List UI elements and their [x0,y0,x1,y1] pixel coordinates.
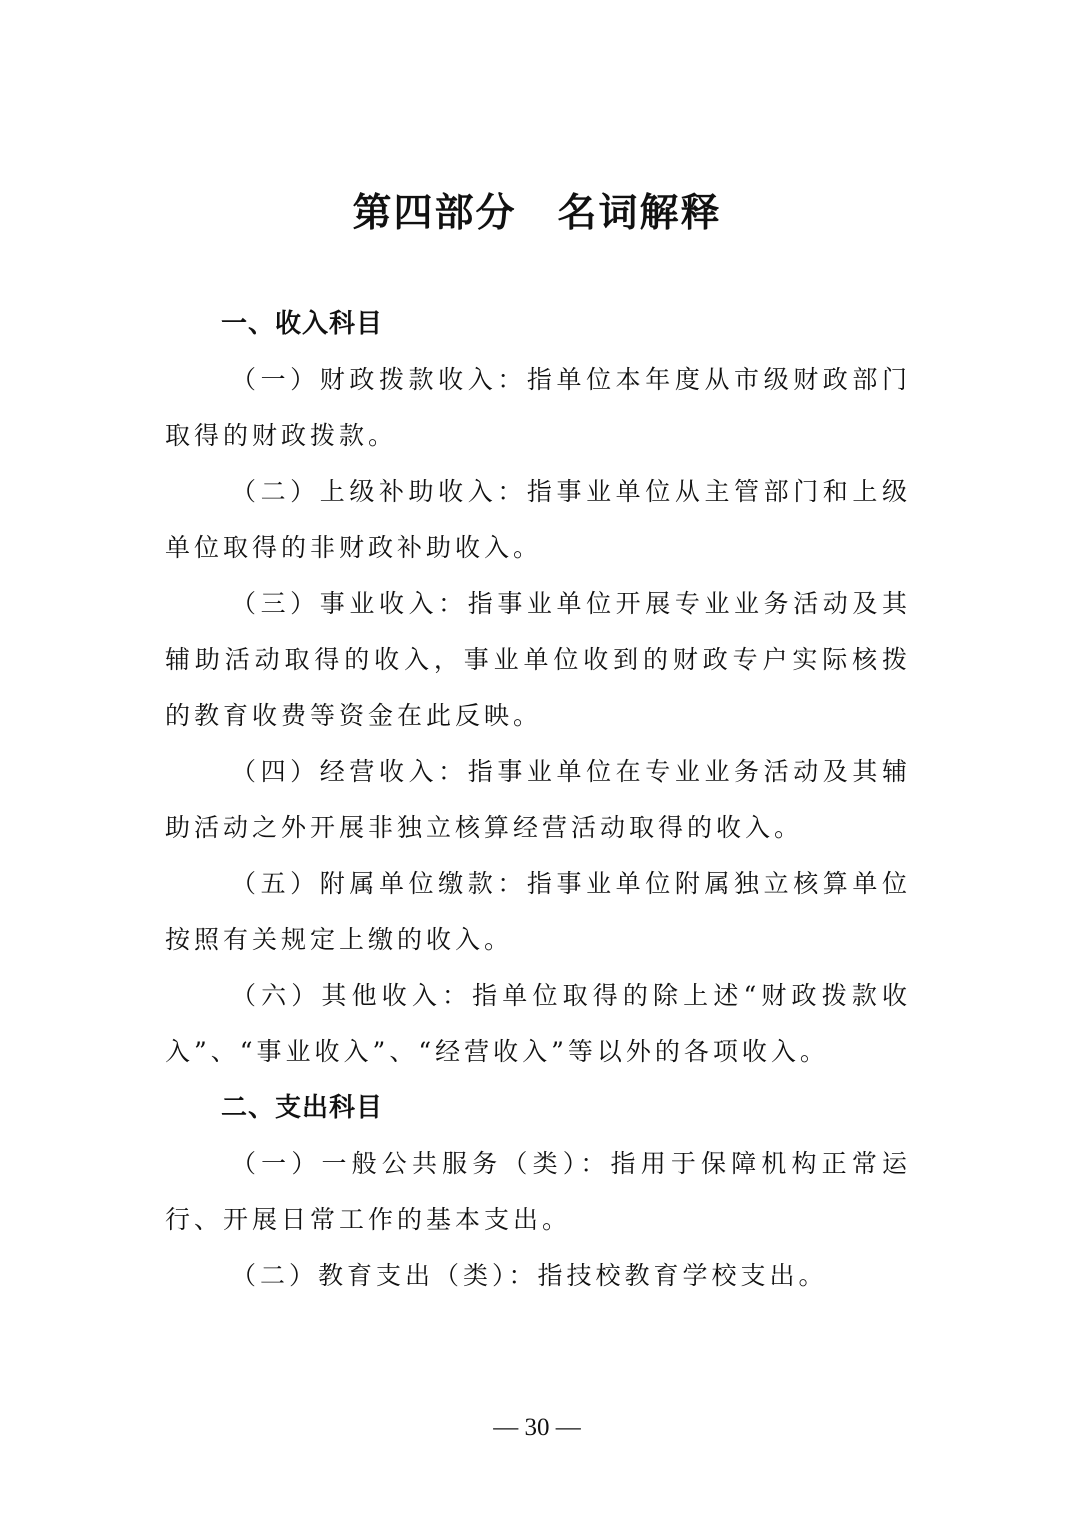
paragraph-operating-income: （四）经营收入：指事业单位在专业业务活动及其辅助活动之外开展非独立核算经营活动取得的收入。 [165,757,911,842]
paragraph-superior-subsidy-income: （二）上级补助收入：指事业单位从主管部门和上级单位取得的非财政补助收入。 [165,477,911,562]
page-number: — 30 — [493,1414,581,1441]
section-heading-income: 一、收入科目 [221,309,384,339]
paragraph-education-expenditure: （二）教育支出（类）：指技校教育学校支出。 [231,1261,828,1290]
paragraph-affiliated-unit-payment: （五）附属单位缴款：指事业单位附属独立核算单位按照有关规定上缴的收入。 [165,869,911,954]
page-title: 第四部分 名词解释 [352,191,722,236]
document-body [165,296,911,1304]
paragraph-fiscal-appropriation-income: （一）财政拨款收入：指单位本年度从市级财政部门取得的财政拨款。 [165,365,911,450]
paragraph-business-income: （三）事业收入：指事业单位开展专业业务活动及其辅助活动取得的收入，事业单位收到的财政专户实际核拨的教育收费等资金在此反映。 [165,589,911,730]
paragraph-general-public-services: （一）一般公共服务（类）：指用于保障机构正常运行、开展日常工作的基本支出。 [165,1149,911,1234]
paragraph-other-income: （六）其他收入：指单位取得的除上述“财政拨款收入”、“事业收入”、“经营收入”等以外的各项收入。 [165,981,911,1066]
section-heading-expenditure: 二、支出科目 [221,1093,384,1123]
